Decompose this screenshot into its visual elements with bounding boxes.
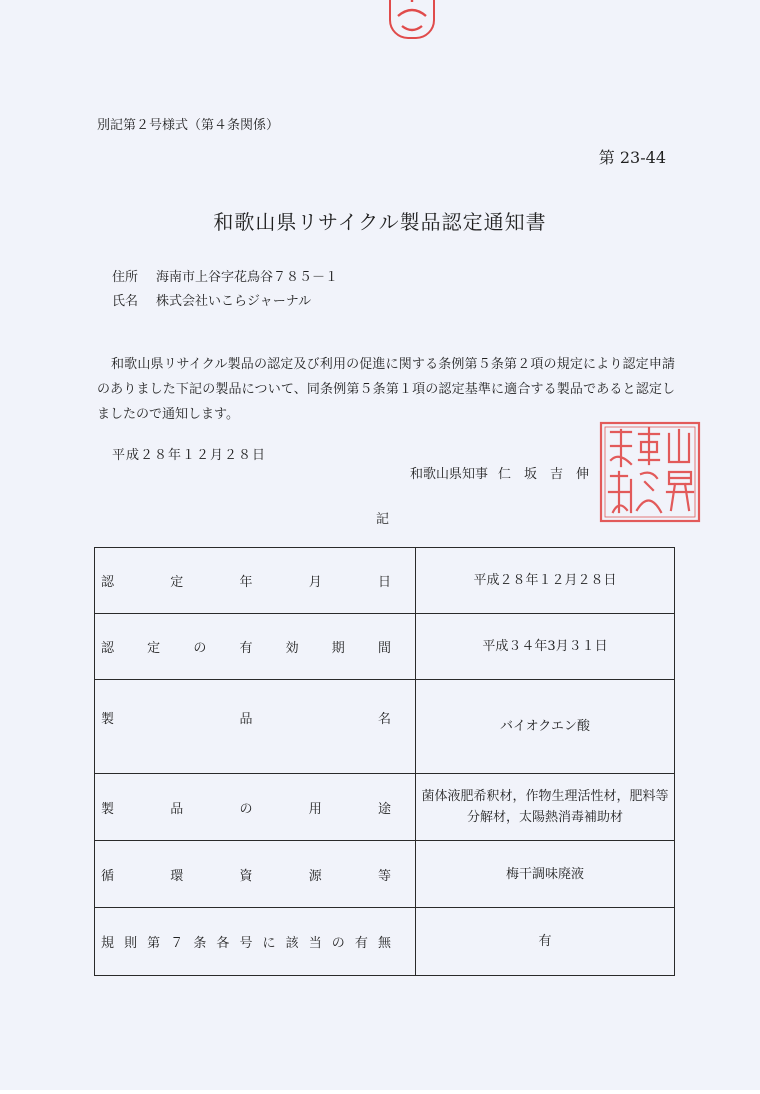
name-row <box>112 290 311 309</box>
document-number: 第 23-44 <box>598 148 666 167</box>
form-label: 別記第２号様式（第４条関係） <box>97 118 280 133</box>
row-value: 有 <box>416 908 675 976</box>
certification-table <box>94 547 675 976</box>
row-value: 菌体液肥希釈材，作物生理活性材，肥料等分解材，太陽熱消毒補助材 <box>416 774 675 841</box>
record-heading: 記 <box>376 512 390 527</box>
row-key <box>95 841 416 908</box>
signer-title: 和歌山県知事 <box>410 467 489 482</box>
row-value: 平成３４年3月３１日 <box>416 614 675 680</box>
address-label: 住所 <box>112 270 139 285</box>
row-key-text: 規 則 第 ７ 条 各 号 に 該 当 の 有 無 <box>101 936 391 951</box>
row-value: 平成２８年１２月２８日 <box>416 548 675 614</box>
row-key-text: 製 品 名 <box>101 712 391 727</box>
name-label: 氏名 <box>112 294 139 309</box>
partial-seal-stamp <box>388 0 436 42</box>
governor-seal-stamp <box>597 420 703 526</box>
table-row <box>95 614 675 680</box>
table-row <box>95 680 675 774</box>
row-key-text: 製 品 の 用 途 <box>101 801 391 817</box>
row-key <box>95 548 416 614</box>
row-key-text: 認 定 の 有 効 期 間 <box>101 641 391 656</box>
row-key-text: 循 環 資 源 等 <box>101 868 391 884</box>
table-row <box>95 908 675 976</box>
row-key-text: 認 定 年 月 日 <box>101 575 391 590</box>
table-row <box>95 774 675 841</box>
notice-body: 和歌山県リサイクル製品の認定及び利用の促進に関する条例第５条第２項の規定により認定申請のありました下記の製品について、同条例第５条第１項の認定基準に適合する製品であると認定しましたので通知します。 <box>97 357 675 422</box>
signer-name: 仁坂吉伸 <box>498 467 603 482</box>
table-row <box>95 548 675 614</box>
row-value: 梅干調味廃液 <box>416 841 675 908</box>
address-value: 海南市上谷字花鳥谷７８５－１ <box>156 270 339 285</box>
row-key <box>95 774 416 841</box>
issue-date: 平成２８年１２月２８日 <box>112 448 267 463</box>
document-title: 和歌山県リサイクル製品認定通知書 <box>213 210 547 234</box>
row-key <box>95 908 416 976</box>
table-row <box>95 841 675 908</box>
row-key <box>95 680 416 774</box>
address-row <box>112 266 338 285</box>
name-value: 株式会社いこらジャーナル <box>156 294 312 309</box>
row-key <box>95 614 416 680</box>
row-value: バイオクエン酸 <box>416 680 675 774</box>
signer <box>410 463 602 482</box>
